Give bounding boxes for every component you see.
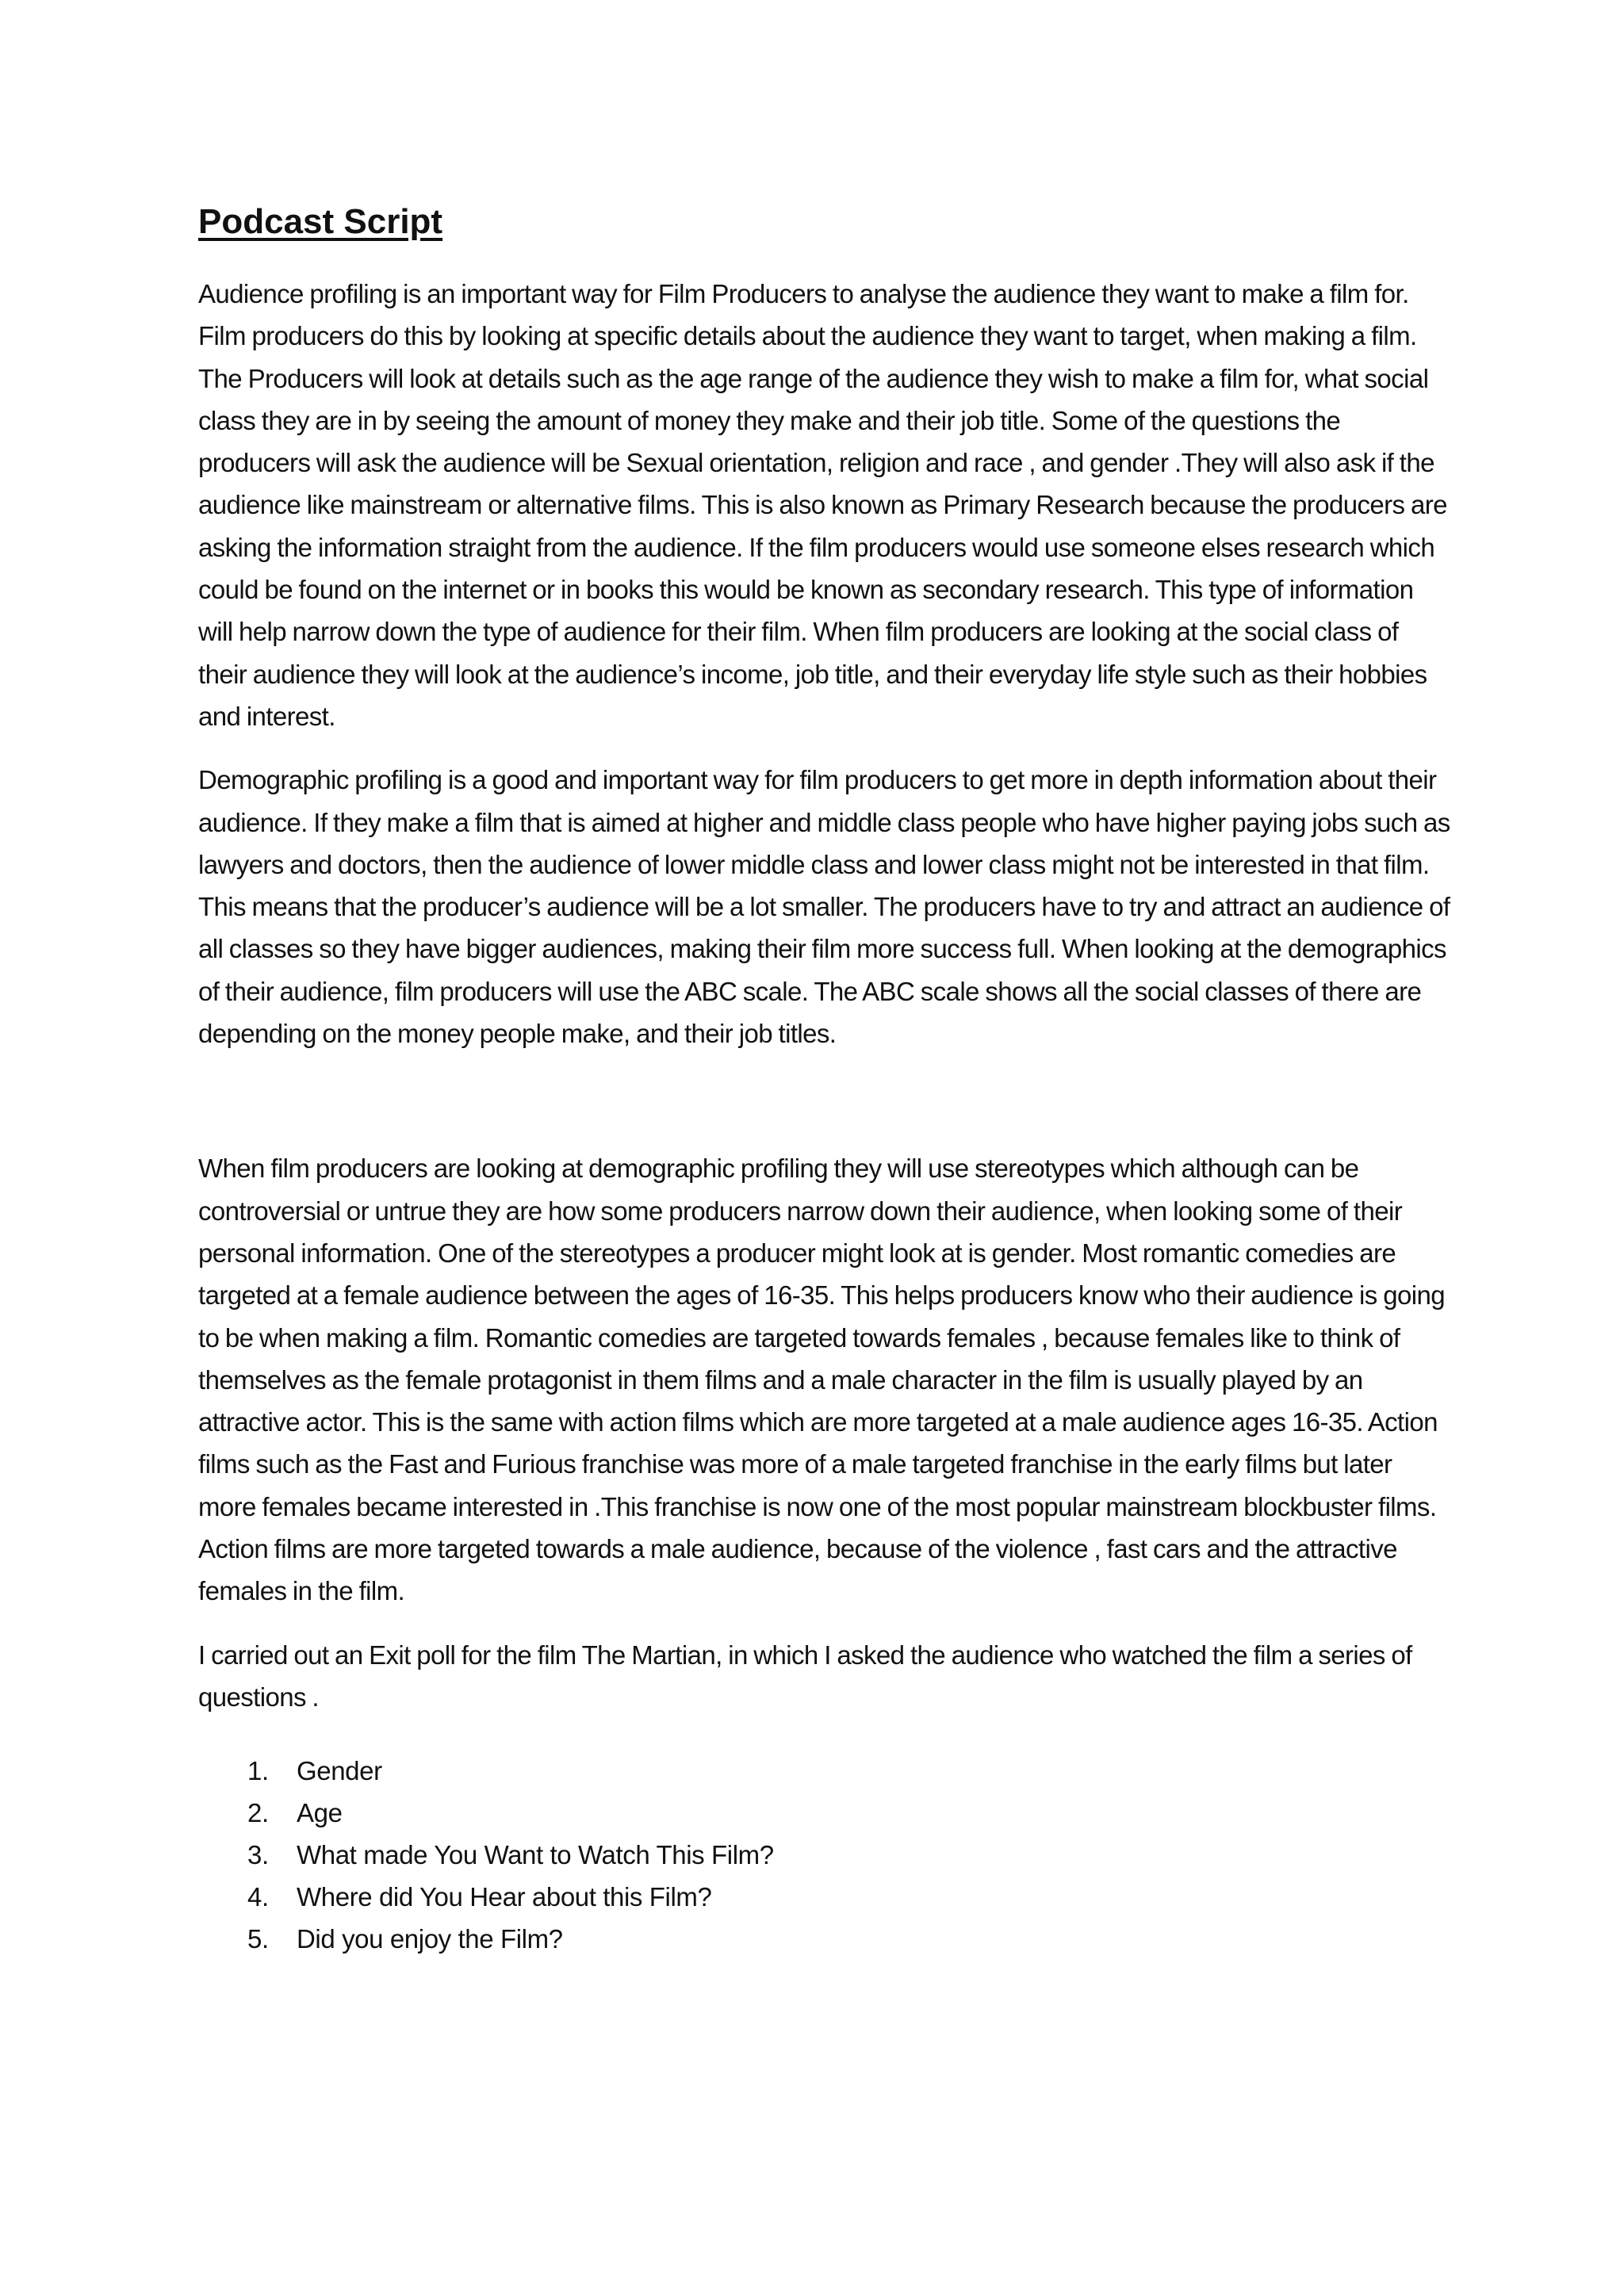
list-item-number: 5. bbox=[247, 1924, 269, 1954]
list-item-number: 1. bbox=[247, 1756, 269, 1786]
list-item-text: Gender bbox=[297, 1756, 382, 1786]
list-item bbox=[198, 1834, 1451, 1876]
document-page bbox=[198, 198, 1451, 1960]
list-item-text: Did you enjoy the Film? bbox=[297, 1924, 563, 1954]
list-item-text: Where did You Hear about this Film? bbox=[297, 1882, 712, 1912]
paragraph-stereotypes: When film producers are looking at demographic profiling they will use stereotypes which although can be controversial or untrue they are how some producers narrow down their audience, when looking some of their personal information. One of the stereotypes a producer might look at is gender. Most romantic comedies are targeted at a female audience between the ages of 16-35. This helps producers know who their audience is going to be when making a film. Romantic comedies are targeted towards females , because females like to think of themselves as the female protagonist in them films and a male character in the film is usually played by an attractive actor. This is the same with action films which are more targeted at a male audience ages 16-35. Action films such as the Fast and Furious franchise was more of a male targeted franchise in the early films but later more females became interested in .This franchise is now one of the most popular mainstream blockbuster films. Action films are more targeted towards a male audience, because of the violence , fast cars and the attractive females in the film. bbox=[198, 1154, 1445, 1606]
question-list bbox=[198, 1750, 1451, 1960]
paragraph-exit-poll: I carried out an Exit poll for the film The Martian, in which I asked the audience who watched the film a series of questions . bbox=[198, 1640, 1412, 1712]
list-item bbox=[198, 1876, 1451, 1918]
list-item-text: Age bbox=[297, 1798, 343, 1828]
list-item bbox=[198, 1792, 1451, 1834]
list-item-text: What made You Want to Watch This Film? bbox=[297, 1840, 774, 1870]
list-item bbox=[198, 1918, 1451, 1960]
document-title: Podcast Script bbox=[198, 202, 443, 241]
paragraph-demographic-profiling: Demographic profiling is a good and important way for film producers to get more in depth information about their audience. If they make a film that is aimed at higher and middle class people who have higher paying jobs such as lawyers and doctors, then the audience of lower middle class and lower class might not be interested in that film. This means that the producer’s audience will be a lot smaller. The producers have to try and attract an audience of all classes so they have bigger audiences, making their film more success full. When looking at the demographics of their audience, film producers will use the ABC scale. The ABC scale shows all the social classes of there are depending on the money people make, and their job titles. bbox=[198, 765, 1450, 1049]
list-item bbox=[198, 1750, 1451, 1792]
paragraph-audience-profiling: Audience profiling is an important way for Film Producers to analyse the audience they want to make a film for. Film producers do this by looking at specific details about the audience they want to target, when making a film. The Producers will look at details such as the age range of the audience they wish to make a film for, what social class they are in by seeing the amount of money they make and their job title. Some of the questions the producers will ask the audience will be Sexual orientation, religion and race , and gender .They will also ask if the audience like mainstream or alternative films. This is also known as Primary Research because the producers are asking the information straight from the audience. If the film producers would use someone elses research which could be found on the internet or in books this would be known as secondary research. This type of information will help narrow down the type of audience for their film. When film producers are looking at the social class of their audience they will look at the audience’s income, job title, and their everyday life style such as their hobbies and interest. bbox=[198, 279, 1447, 731]
list-item-number: 2. bbox=[247, 1798, 269, 1828]
list-item-number: 3. bbox=[247, 1840, 269, 1870]
list-item-number: 4. bbox=[247, 1882, 269, 1912]
